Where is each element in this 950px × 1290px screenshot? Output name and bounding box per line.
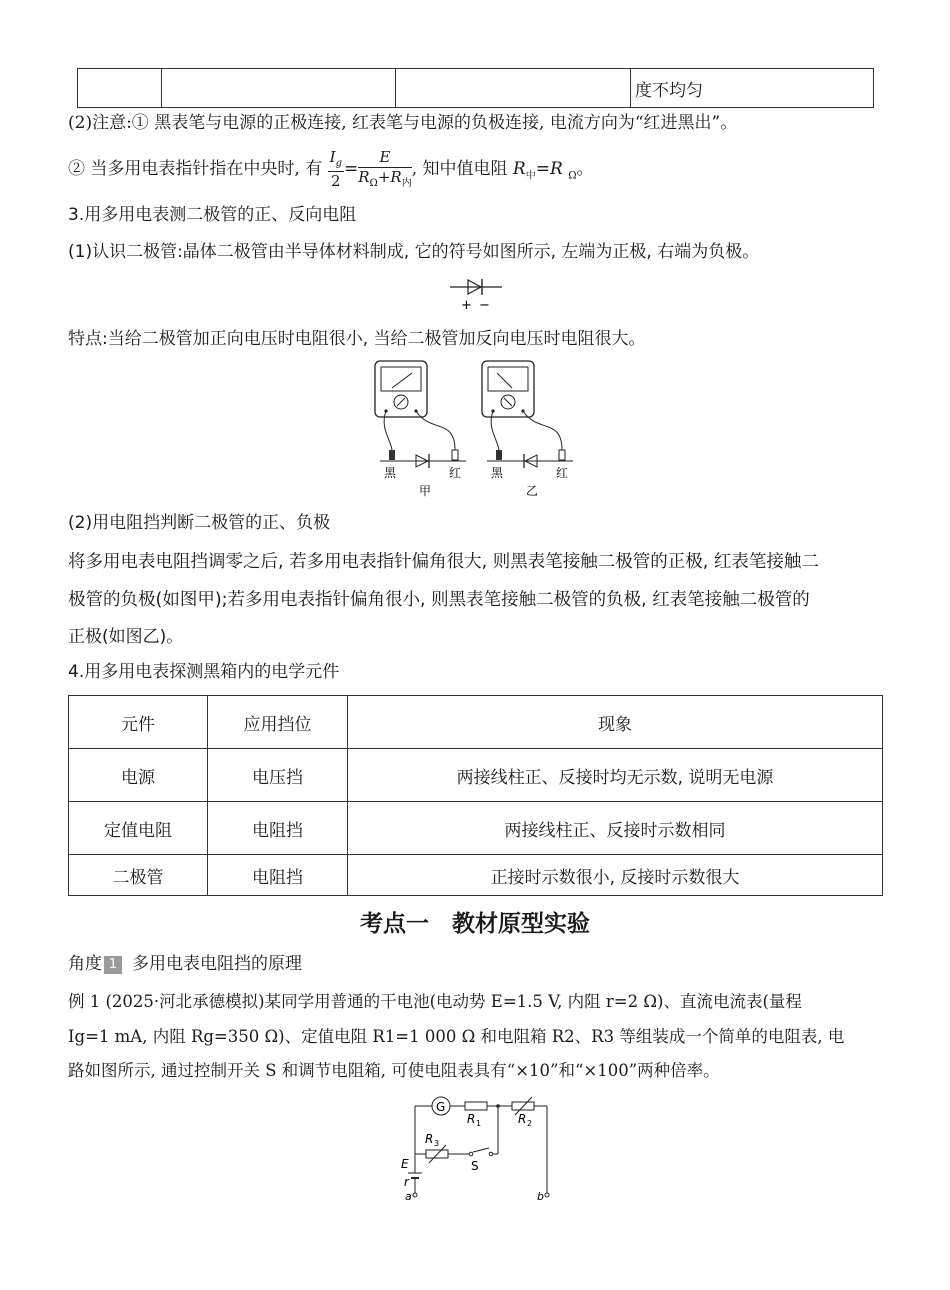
black-probe bbox=[389, 450, 395, 460]
example-line-1: 例 1 (2025·河北承德模拟)某同学用普通的干电池(电动势 E=1.5 V, 内阻 r=2 Ω)、直流电流表(量程 bbox=[68, 992, 802, 1011]
red-probe bbox=[452, 450, 458, 460]
label-r2: R bbox=[518, 1112, 527, 1126]
resistor-r1 bbox=[465, 1102, 487, 1110]
label-black-left: 黑 bbox=[384, 466, 397, 480]
table-header: 应用挡位 bbox=[208, 696, 348, 749]
knob-mark bbox=[397, 398, 405, 406]
label-r2-sub: 2 bbox=[527, 1119, 533, 1128]
judge-line-2: 极管的负极(如图甲);若多用电表指针偏角很小, 则黑表笔接触二极管的负极, 红表笔接触二极管的 bbox=[68, 590, 810, 610]
top-table-cell bbox=[162, 69, 396, 108]
label-b: b bbox=[537, 1190, 544, 1203]
frac-ig: I bbox=[329, 148, 336, 166]
section-3-title: 3.用多用电表测二极管的正、反向电阻 bbox=[68, 205, 357, 225]
label-emf: E bbox=[401, 1157, 409, 1171]
frac-plus: + bbox=[377, 168, 391, 186]
frac-r-inner: R bbox=[390, 168, 402, 186]
table-row bbox=[69, 802, 883, 855]
table-cell: 定值电阻 bbox=[69, 802, 208, 855]
frac-ig-sub: g bbox=[335, 158, 342, 169]
section-heading: 考点一 教材原型实验 bbox=[360, 911, 590, 937]
diode-feature: 特点:当给二极管加正向电压时电阻很小, 当给二极管加反向电压时电阻很大。 bbox=[68, 329, 646, 349]
top-table-cell: 度不均匀 bbox=[631, 69, 874, 108]
angle-title: 多用电表电阻挡的原理 bbox=[132, 954, 302, 974]
junction-dot bbox=[496, 1104, 500, 1108]
label-red-right: 红 bbox=[556, 466, 569, 480]
meter-dial bbox=[381, 367, 421, 391]
table-header: 元件 bbox=[69, 696, 208, 749]
diode-symbol-figure bbox=[448, 275, 504, 313]
table-header-row bbox=[69, 696, 883, 749]
table-cell: 电源 bbox=[69, 749, 208, 802]
frac-r-omega: R bbox=[358, 168, 370, 186]
label-a: a bbox=[405, 1190, 412, 1203]
red-probe bbox=[559, 450, 565, 460]
label-r1: R bbox=[467, 1112, 476, 1126]
table-row bbox=[69, 749, 883, 802]
fraction-ig-over-2 bbox=[328, 150, 344, 189]
caption-yi: 乙 bbox=[526, 484, 539, 498]
angle-line bbox=[68, 952, 302, 976]
meters-figure bbox=[370, 358, 580, 500]
meter-needle bbox=[392, 373, 412, 388]
r-omega-sub: Ω bbox=[568, 170, 577, 182]
diode-minus-label: − bbox=[479, 298, 490, 313]
table-cell: 电阻挡 bbox=[208, 855, 348, 896]
diode-intro: (1)认识二极管:晶体二极管由半导体材料制成, 它的符号如图所示, 左端为正极, 右端为负极。 bbox=[68, 242, 760, 262]
terminal-b bbox=[545, 1193, 549, 1197]
equals-sign: = bbox=[343, 159, 359, 179]
terminal-a bbox=[413, 1193, 417, 1197]
blackbox-table bbox=[68, 695, 883, 896]
top-table-fragment bbox=[77, 68, 874, 108]
meter-dial bbox=[488, 367, 528, 391]
angle-label: 角度 bbox=[68, 954, 102, 974]
formula-end: 。 bbox=[576, 159, 594, 179]
table-cell: 电阻挡 bbox=[208, 802, 348, 855]
r-omega: R bbox=[549, 159, 563, 179]
note-red-black: (2)注意:① 黑表笔与电源的正极连接, 红表笔与电源的负极连接, 电流方向为“红进黑出”。 bbox=[68, 113, 738, 133]
label-r1-sub: 1 bbox=[476, 1119, 482, 1128]
label-black-right: 黑 bbox=[491, 466, 504, 480]
fraction-e-over-r bbox=[358, 150, 411, 189]
label-internal-resistance: r bbox=[404, 1175, 409, 1189]
frac-two: 2 bbox=[331, 172, 341, 190]
angle-number-badge: 1 bbox=[104, 956, 122, 974]
example-line-3: 路如图所示, 通过控制开关 S 和调节电阻箱, 可使电阻表具有“×10”和“×100”两种倍率。 bbox=[68, 1061, 720, 1080]
table-header: 现象 bbox=[348, 696, 883, 749]
table-row bbox=[69, 855, 883, 896]
table-cell: 电压挡 bbox=[208, 749, 348, 802]
table-cell: 二极管 bbox=[69, 855, 208, 896]
formula-prefix: ② 当多用电表指针指在中央时, 有 bbox=[68, 159, 323, 179]
top-table-cell bbox=[396, 69, 631, 108]
galvanometer-label: G bbox=[436, 1100, 446, 1114]
table-cell: 两接线柱正、反接时均无示数, 说明无电源 bbox=[348, 749, 883, 802]
judge-title: (2)用电阻挡判断二极管的正、负极 bbox=[68, 513, 331, 533]
equals-sign-2: = bbox=[535, 159, 550, 179]
r-mid-sub: 中 bbox=[525, 170, 536, 182]
example-line-2: Ig=1 mA, 内阻 Rg=350 Ω)、定值电阻 R1=1 000 Ω 和电阻箱 R2、R3 等组装成一个简单的电阻表, 电 bbox=[68, 1027, 845, 1046]
r-mid: R bbox=[512, 159, 526, 179]
switch-contact bbox=[489, 1152, 493, 1156]
table-cell: 正接时示数很小, 反接时示数很大 bbox=[348, 855, 883, 896]
switch-contact bbox=[469, 1152, 473, 1156]
black-probe bbox=[496, 450, 502, 460]
judge-line-1: 将多用电表电阻挡调零之后, 若多用电表指针偏角很大, 则黑表笔接触二极管的正极, 红表笔接触二 bbox=[68, 552, 819, 572]
label-r3: R bbox=[425, 1132, 434, 1146]
top-table-cell bbox=[78, 69, 162, 108]
meter-needle bbox=[497, 373, 512, 388]
table-cell: 两接线柱正、反接时示数相同 bbox=[348, 802, 883, 855]
meter-left bbox=[375, 361, 466, 498]
switch-blade bbox=[473, 1148, 489, 1152]
label-red-left: 红 bbox=[449, 466, 462, 480]
frac-r-omega-sub: Ω bbox=[369, 178, 378, 189]
caption-jia: 甲 bbox=[419, 484, 432, 498]
label-r3-sub: 3 bbox=[434, 1139, 440, 1148]
mid-resistance-formula bbox=[68, 147, 593, 191]
ohmmeter-circuit bbox=[395, 1093, 565, 1205]
meter-right bbox=[482, 361, 573, 498]
formula-suffix: , 知中值电阻 bbox=[411, 159, 508, 179]
label-switch: S bbox=[471, 1159, 479, 1173]
judge-line-3: 正极(如图乙)。 bbox=[68, 627, 184, 647]
frac-r-inner-sub: 内 bbox=[401, 178, 412, 189]
knob-mark bbox=[504, 398, 512, 406]
section-4-title: 4.用多用电表探测黑箱内的电学元件 bbox=[68, 662, 340, 682]
diode-plus-label: + bbox=[461, 298, 472, 313]
frac-e: E bbox=[358, 150, 411, 168]
